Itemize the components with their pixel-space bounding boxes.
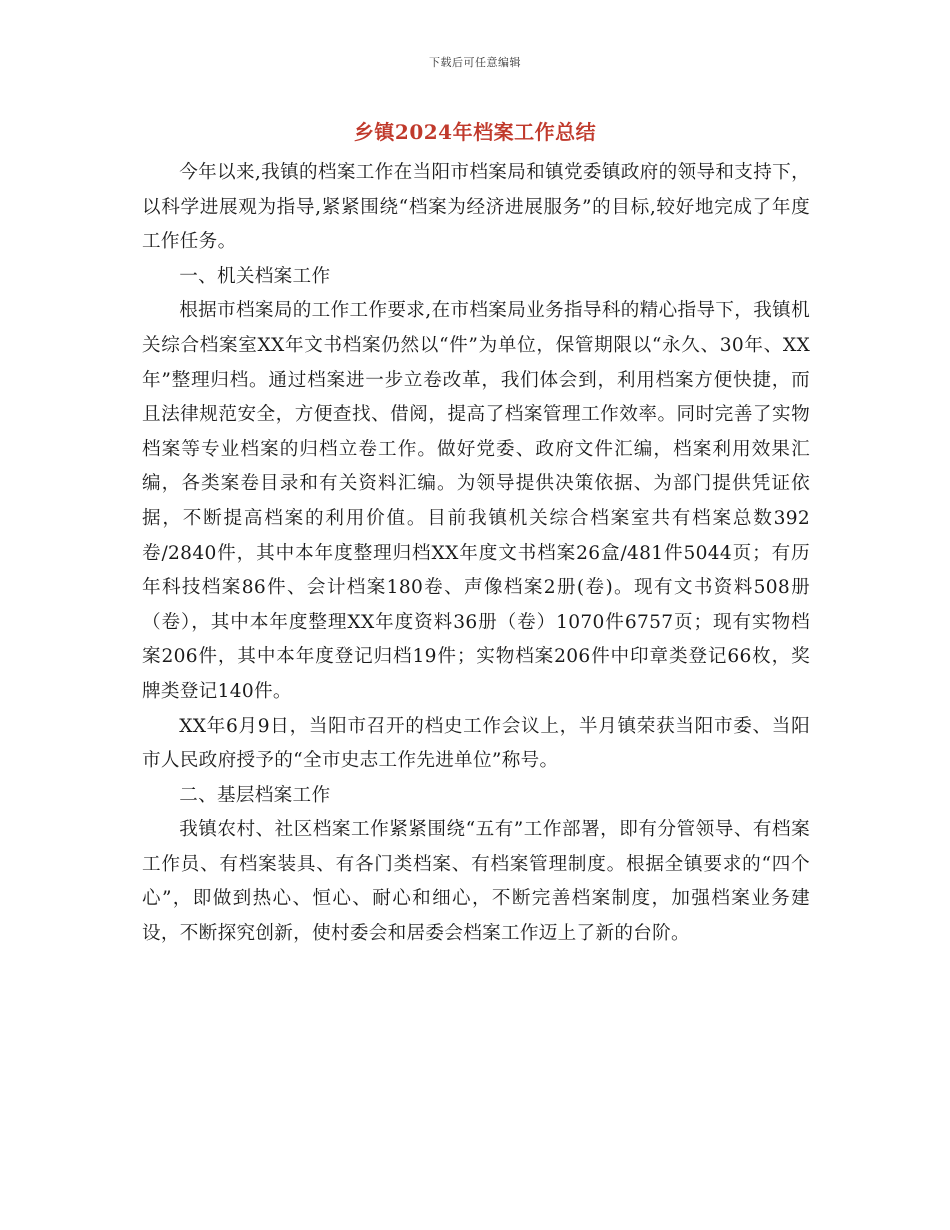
- section-heading-2: 二、基层档案工作: [179, 784, 331, 806]
- document-title: 乡镇2024年档案工作总结: [353, 120, 597, 144]
- section-2-paragraph: 我镇农村、社区档案工作紧紧围绕“五有”工作部署，即有分管领导、有档案工作员、有档案装具、有各门类档案、有档案管理制度。根据全镇要求的“四个心”，即做到热心、恒心、耐心和细心，不断完善档案制度，加强档案业务建设，不断探究创新，使村委会和居委会档案工作迈上了新的台阶。: [142, 819, 810, 945]
- award-paragraph: XX年6月9日，当阳市召开的档史工作会议上，半月镇荣获当阳市委、当阳市人民政府授予的“全市史志工作先进单位”称号。: [142, 715, 810, 772]
- intro-paragraph: 今年以来,我镇的档案工作在当阳市档案局和镇党委镇政府的领导和支持下，以科学进展观为指导,紧紧围绕“档案为经济进展服务”的目标,较好地完成了年度工作任务。: [142, 162, 810, 253]
- document-body: [142, 156, 810, 952]
- section-heading-1: 一、机关档案工作: [179, 265, 331, 287]
- section-1-paragraph: 根据市档案局的工作工作要求,在市档案局业务指导科的精心指导下，我镇机关综合档案室XX年文书档案仍然以“件”为单位，保管期限以“永久、30年、XX年”整理归档。通过档案进一步立卷改革，我们体会到，利用档案方便快捷，而且法律规范安全，方便查找、借阅，提高了档案管理工作效率。同时完善了实物档案等专业档案的归档立卷工作。做好党委、政府文件汇编，档案利用效果汇编，各类案卷目录和有关资料汇编。为领导提供决策依据、为部门提供凭证依据，不断提高档案的利用价值。目前我镇机关综合档案室共有档案总数392卷/2840件，其中本年度整理归档XX年度文书档案26盒/481件5044页；有历年科技档案86件、会计档案180卷、声像档案2册(卷)。现有文书资料508册（卷），其中本年度整理XX年度资料36册（卷）1070件6757页；现有实物档案206件，其中本年度登记归档19件；实物档案206件中印章类登记66枚，奖牌类登记140件。: [142, 300, 810, 702]
- header-note: 下载后可任意编辑: [429, 56, 521, 69]
